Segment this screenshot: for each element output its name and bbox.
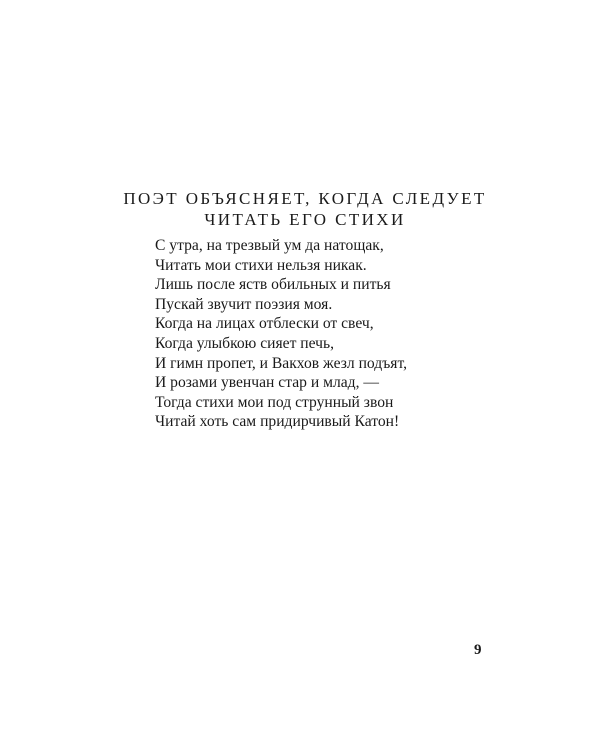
poem-line: Тогда стихи мои под струнный звон: [155, 393, 394, 411]
poem-line: Читай хоть сам придирчивый Катон!: [155, 413, 400, 431]
poem-line: Когда на лицах отблески от свеч,: [155, 315, 374, 333]
poem-body: [155, 236, 475, 432]
poem-line: Лишь после яств обильных и питья: [155, 276, 391, 294]
poem-line: Пускай звучит поэзия моя.: [155, 295, 333, 313]
poem-line: И розами увенчан стар и млад, —: [155, 374, 379, 392]
poem-line: Когда улыбкою сияет печь,: [155, 334, 335, 352]
poem-line: Читать мои стихи нельзя никак.: [155, 256, 367, 274]
poem-title: [0, 188, 600, 230]
poem-title-line-2: ЧИТАТЬ ЕГО СТИХИ: [204, 210, 406, 229]
poem-line: И гимн пропет, и Вакхов жезл подъят,: [155, 354, 407, 372]
poem-line: С утра, на трезвый ум да натощак,: [155, 237, 384, 254]
page-number: 9: [474, 642, 482, 658]
poem-title-line-1: ПОЭТ ОБЪЯСНЯЕТ, КОГДА СЛЕДУЕТ: [123, 189, 487, 208]
